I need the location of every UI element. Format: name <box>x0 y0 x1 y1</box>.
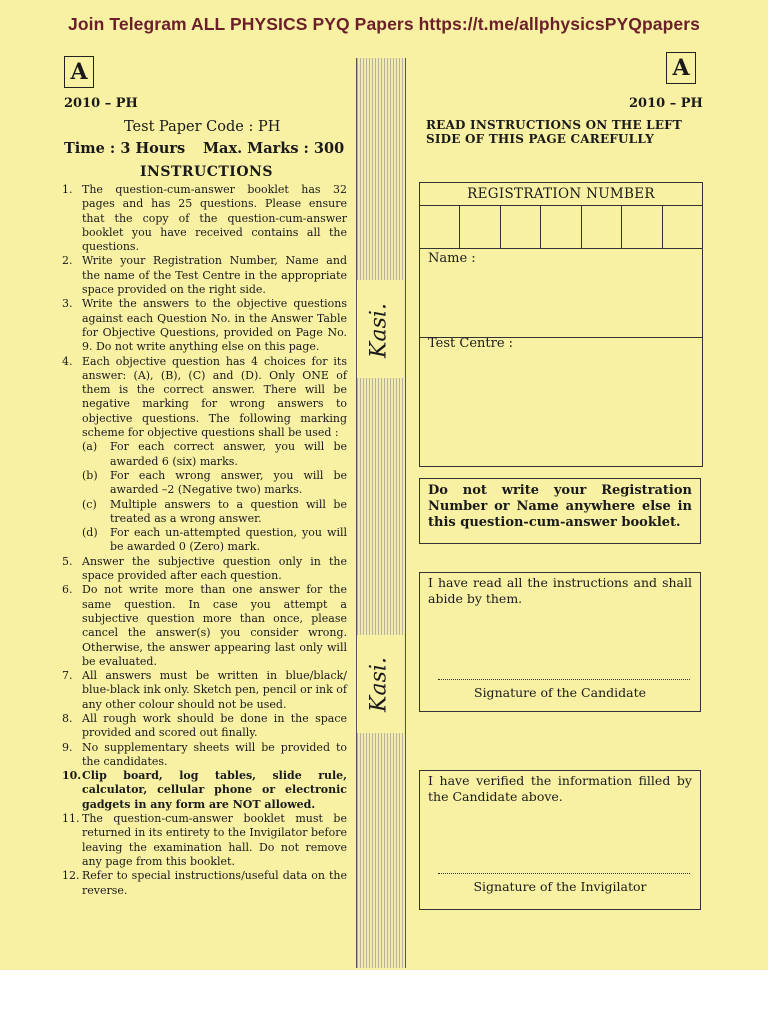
instruction-item: 10. Clip board, log tables, slide rule, calculator, cellular phone or electronic gadgets in any form are NOT allowed. <box>62 769 347 811</box>
instruction-item: 3. Write the answers to the objective questions against each Question No. in the Answer Table for Objective Questions, provided on Page No. 9. Do not write anything else on this page. <box>62 297 347 354</box>
marking-scheme-item: (d) For each un-attempted question, you will be awarded 0 (Zero) mark. <box>82 526 347 554</box>
marking-scheme-item: (c) Multiple answers to a question will be treated as a wrong answer. <box>82 497 347 525</box>
candidate-signature-line[interactable] <box>438 679 690 680</box>
instruction-item: 6. Do not write more than one answer for the same question. In case you attempt a subjective question more than once, please cancel the answer(s) you consider wrong. Otherwise, the answer appearing last only will be evaluated. <box>62 583 347 668</box>
instruction-item: 9. No supplementary sheets will be provided to the candidates. <box>62 740 347 768</box>
test-centre-box[interactable] <box>419 336 703 467</box>
test-paper-code: Test Paper Code : PH <box>124 119 281 135</box>
instruction-item: 2. Write your Registration Number, Name and the name of the Test Centre in the appropriate space provided on the right side. <box>62 254 347 297</box>
time-allowed: Time : 3 Hours <box>64 140 186 157</box>
telegram-banner[interactable]: Join Telegram ALL PHYSICS PYQ Papers https://t.me/allphysicsPYQpapers <box>68 14 700 34</box>
instruction-item: 12. Refer to special instructions/useful data on the reverse. <box>62 869 347 897</box>
perforation-strip <box>356 58 406 968</box>
invigilator-declaration-box[interactable] <box>419 770 701 910</box>
instruction-item: 4. Each objective question has 4 choices for its answer: (A), (B), (C) and (D). Only ONE of them is the correct answer. There will be negative marking for wrong answers to objective questions. The following marking scheme for objective questions shall be used : <box>62 354 347 440</box>
registration-cell[interactable] <box>460 206 500 248</box>
registration-number-cells[interactable] <box>420 206 702 249</box>
registration-box <box>419 182 703 338</box>
booklet-series-box-right: A <box>666 52 696 84</box>
booklet-series-box-left: A <box>64 56 94 88</box>
paper-code-right: 2010 – PH <box>629 96 703 111</box>
registration-cell[interactable] <box>541 206 581 248</box>
instruction-item: 8. All rough work should be done in the space provided and scored out finally. <box>62 711 347 740</box>
name-label: Name : <box>428 251 476 266</box>
strip-signature-mark: Kasi. <box>366 657 392 712</box>
registration-number-title: REGISTRATION NUMBER <box>420 183 702 206</box>
invigilator-declaration-text: I have verified the information filled by the Candidate above. <box>428 773 692 804</box>
candidate-signature-label: Signature of the Candidate <box>474 685 646 700</box>
candidate-declaration-text: I have read all the instructions and shall abide by them. <box>428 575 692 606</box>
warning-box: Do not write your Registration Number or Name anywhere else in this question-cum-answer booklet. <box>419 478 701 544</box>
strip-signature-mark: Kasi. <box>366 303 392 358</box>
registration-cell[interactable] <box>582 206 622 248</box>
invigilator-signature-line[interactable] <box>438 873 690 874</box>
instruction-item: 5. Answer the subjective question only in the space provided after each question. <box>62 554 347 583</box>
instruction-item: 1. The question-cum-answer booklet has 32 pages and has 25 questions. Please ensure that the copy of the question-cum-answer booklet you have received contains all the questions. <box>62 183 347 254</box>
registration-cell[interactable] <box>501 206 541 248</box>
read-instructions-note: READ INSTRUCTIONS ON THE LEFT SIDE OF THIS PAGE CAREFULLY <box>426 118 683 146</box>
max-marks: Max. Marks : 300 <box>203 140 345 157</box>
registration-cell[interactable] <box>420 206 460 248</box>
paper-code-left: 2010 – PH <box>64 96 138 111</box>
test-centre-label: Test Centre : <box>428 336 514 351</box>
marking-scheme-item: (b) For each wrong answer, you will be awarded –2 (Negative two) marks. <box>82 468 347 497</box>
marking-scheme-item: (a) For each correct answer, you will be awarded 6 (six) marks. <box>82 440 347 468</box>
registration-cell[interactable] <box>663 206 702 248</box>
instructions-heading: INSTRUCTIONS <box>140 164 273 180</box>
candidate-declaration-box[interactable] <box>419 572 701 712</box>
instruction-item: 11. The question-cum-answer booklet must be returned in its entirety to the Invigilator before leaving the examination hall. Do not remove any page from this booklet. <box>62 812 347 868</box>
registration-cell[interactable] <box>622 206 662 248</box>
instruction-item: 7. All answers must be written in blue/black/ blue-black ink only. Sketch pen, pencil or ink of any other colour should not be used. <box>62 669 347 711</box>
instructions-list <box>62 183 347 898</box>
invigilator-signature-label: Signature of the Invigilator <box>473 879 647 894</box>
